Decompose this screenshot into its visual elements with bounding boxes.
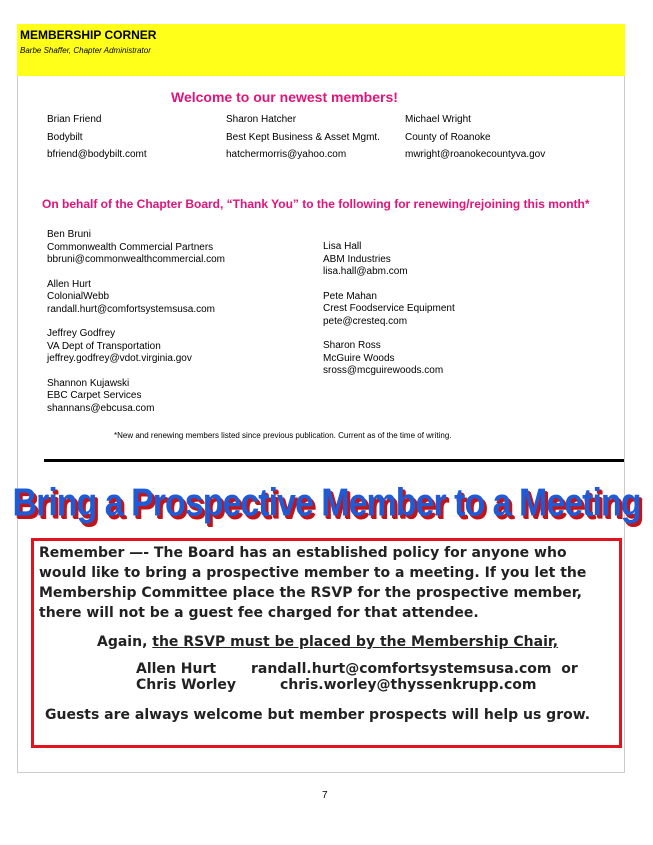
member-email: pete@cresteq.com bbox=[323, 315, 408, 327]
renewing-member bbox=[47, 279, 225, 317]
member-company: Crest Foodservice Equipment bbox=[323, 303, 455, 314]
member-email: bfriend@bodybilt.comt bbox=[47, 149, 147, 160]
new-member-1 bbox=[47, 111, 147, 164]
contact-name: Allen Hurt bbox=[136, 661, 217, 677]
renewing-member bbox=[47, 328, 225, 366]
renewing-right-column bbox=[323, 241, 455, 378]
member-email: hatchermorris@yahoo.com bbox=[226, 149, 347, 160]
new-member-3 bbox=[405, 111, 545, 164]
section-divider bbox=[44, 459, 624, 462]
new-member-2 bbox=[226, 111, 380, 164]
policy-line: Remember —- The Board has an established policy for anyone who bbox=[39, 545, 567, 561]
renewal-footnote: *New and renewing members listed since previous publication. Current as of the time of writing. bbox=[114, 431, 452, 440]
again-prefix: Again, bbox=[97, 634, 153, 650]
rsvp-policy-text bbox=[39, 543, 586, 623]
member-name: Sharon Ross bbox=[323, 340, 381, 351]
contact-email-2: chris.worley@thyssenkrupp.com bbox=[280, 677, 537, 693]
member-company: County of Roanoke bbox=[405, 131, 491, 143]
member-name: Ben Bruni bbox=[47, 229, 91, 240]
member-company: VA Dept of Transportation bbox=[47, 340, 161, 352]
renewing-member bbox=[323, 340, 455, 378]
member-name: Michael Wright bbox=[405, 114, 471, 125]
contact-names bbox=[136, 661, 236, 693]
member-name: Allen Hurt bbox=[47, 278, 91, 290]
policy-line: Membership Committee place the RSVP for the prospective member, bbox=[39, 585, 582, 601]
policy-line: would like to bring a prospective member to a meeting. If you let the bbox=[39, 565, 587, 581]
member-email: shannans@ebcusa.com bbox=[47, 402, 155, 414]
member-email: lisa.hall@abm.com bbox=[323, 266, 408, 277]
member-name: Shannon Kujawski bbox=[47, 377, 130, 389]
member-company: ABM Industries bbox=[323, 253, 391, 265]
member-company: Best Kept Business & Asset Mgmt. bbox=[226, 131, 380, 143]
member-name: Brian Friend bbox=[47, 114, 102, 125]
member-email: bbruni@commonwealthcommercial.com bbox=[47, 254, 225, 265]
renewing-member bbox=[47, 229, 225, 267]
policy-line: there will not be a guest fee charged for that attendee. bbox=[39, 605, 479, 621]
section-title: MEMBERSHIP CORNER bbox=[20, 28, 157, 42]
contact-email-1 bbox=[251, 661, 578, 677]
member-company: Bodybilt bbox=[47, 131, 83, 143]
welcome-heading: Welcome to our newest members! bbox=[171, 89, 398, 105]
rsvp-chair-underlined: the RSVP must be placed by the Membership Chair, bbox=[152, 634, 559, 650]
renewing-member bbox=[323, 241, 455, 279]
contact-email: randall.hurt@comfortsystemsusa.com bbox=[251, 661, 552, 677]
member-company: ColonialWebb bbox=[47, 291, 110, 302]
contact-or: or bbox=[561, 661, 578, 677]
renewing-left-column bbox=[47, 229, 225, 415]
rsvp-policy-box bbox=[31, 538, 622, 748]
member-company: Commonwealth Commercial Partners bbox=[47, 241, 214, 253]
member-email: mwright@roanokecountyva.gov bbox=[405, 149, 546, 160]
member-email: sross@mcguirewoods.com bbox=[323, 365, 444, 376]
rsvp-chair-note bbox=[97, 632, 558, 652]
member-company: McGuire Woods bbox=[323, 352, 395, 364]
rsvp-closing: Guests are always welcome but member prospects will help us grow. bbox=[45, 707, 591, 723]
member-email: jeffrey.godfrey@vdot.virginia.gov bbox=[47, 353, 192, 364]
renewing-member bbox=[47, 378, 225, 416]
membership-corner-header bbox=[17, 24, 625, 76]
member-company: EBC Carpet Services bbox=[47, 390, 142, 401]
renewing-member bbox=[323, 291, 455, 329]
renewing-heading: On behalf of the Chapter Board, “Thank You” to the following for renewing/rejoining this month* bbox=[42, 197, 590, 211]
member-name: Sharon Hatcher bbox=[226, 114, 297, 125]
section-subtitle: Barbe Shaffer, Chapter Administrator bbox=[20, 46, 151, 55]
member-name: Lisa Hall bbox=[323, 241, 362, 252]
page-number: 7 bbox=[322, 790, 328, 801]
member-name: Jeffrey Godfrey bbox=[47, 328, 116, 339]
member-email: randall.hurt@comfortsystemsusa.com bbox=[47, 303, 215, 315]
contact-name: Chris Worley bbox=[136, 677, 237, 693]
prospective-member-banner: Bring a Prospective Member to a Meeting bbox=[12, 481, 641, 525]
member-name: Pete Mahan bbox=[323, 290, 377, 302]
